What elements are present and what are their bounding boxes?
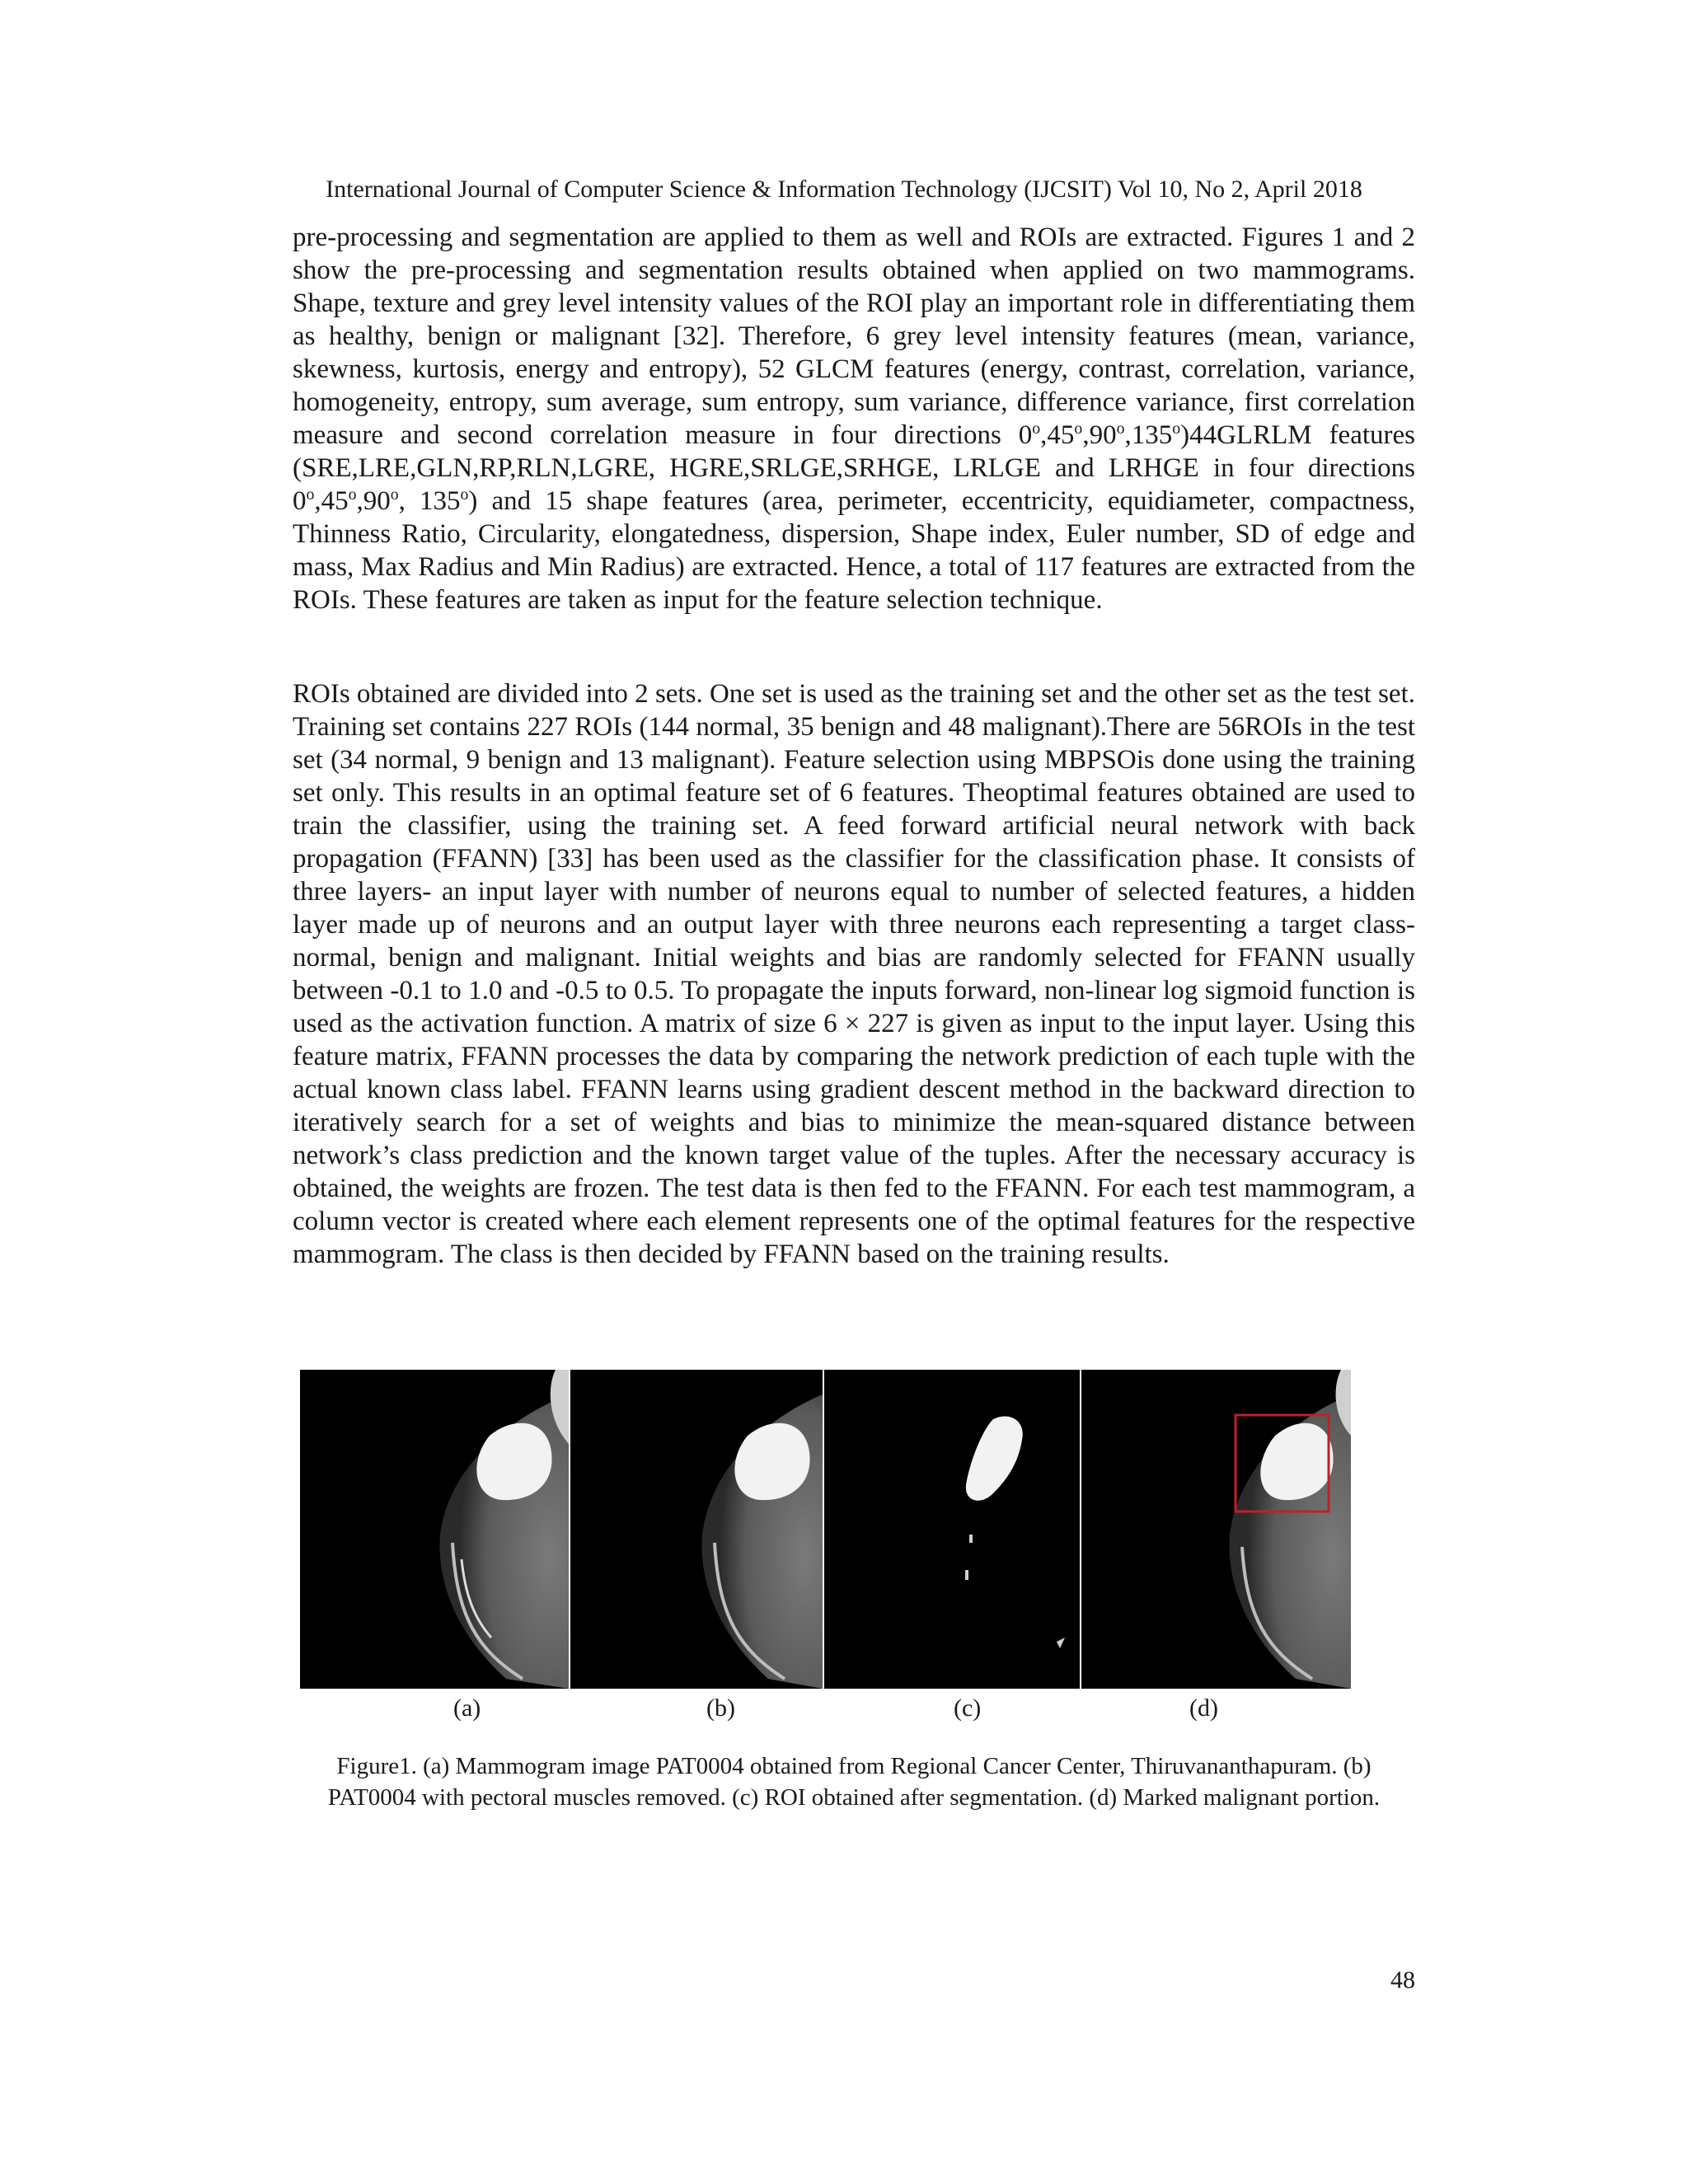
mammogram-pectoral-removed-image: [570, 1370, 823, 1689]
page-number: 48: [1390, 1966, 1415, 1994]
body-paragraph-1: pre-processing and segmentation are applied to them as well and ROIs are extracted. Figures 1 and 2 show the pre-processing and segmentation results obtained when applied on two mammograms. Shape, texture and grey level intensity values of the ROI play an important role in differentiating them as healthy, benign or malignant [32]. Therefore, 6 grey level intensity features (mean, variance, skewness, kurtosis, energy and entropy), 52 GLCM features (energy, contrast, correlation, variance, homogeneity, entropy, sum average, sum entropy, sum variance, difference variance, first correlation measure and second correlation measure in four directions 0$^o$,45$^o$,90$^o$,135$^o$)44GLRLM features (SRE,LRE,GLN,RP,RLN,LGRE, HGRE,SRLGE,SRHGE, LRLGE and LRHGE in four directions 0$^o$,45$^o$,90$^o$, 135$^o$) and 15 shape features (area, perimeter, eccentricity, equidiameter, compactness, Thinness Ratio, Circularity, elongatedness, dispersion, Shape index, Euler number, SD of edge and mass, Max Radius and Min Radius) are extracted. Hence, a total of 117 features are extracted from the ROIs. These features are taken as input for the feature selection technique.: [293, 223, 1416, 615]
figure-1: [300, 1370, 1351, 1689]
marked-malignant-portion-image: [1081, 1370, 1351, 1689]
figure-sublabel-b: (b): [706, 1694, 735, 1722]
figure-caption: Figure1. (a) Mammogram image PAT0004 obtained from Regional Cancer Center, Thiruvananthapuram. (b) PAT0004 with pectoral muscles removed. (c) ROI obtained after segmentation. (d) Marked malignant portion.: [327, 1753, 1381, 1811]
figure-sublabel-c: (c): [954, 1694, 982, 1722]
body-paragraph-2: ROIs obtained are divided into 2 sets. One set is used as the training set and the other set as the test set. Training set contains 227 ROIs (144 normal, 35 benign and 48 malignant).There are 56ROIs in the test set (34 normal, 9 benign and 13 malignant). Feature selection using MBPSOis done using the training set only. This results in an optimal feature set of 6 features. Theoptimal features obtained are used to train the classifier, using the training set. A feed forward artificial neural network with back propagation (FFANN) [33] has been used as the classifier for the classification phase. It consists of three layers- an input layer with number of neurons equal to number of selected features, a hidden layer made up of neurons and an output layer with three neurons each representing a target class- normal, benign and malignant. Initial weights and bias are randomly selected for FFANN usually between -0.1 to 1.0 and -0.5 to 0.5. To propagate the inputs forward, non-linear log sigmoid function is used as the activation function. A matrix of size 6 × 227 is given as input to the input layer. Using this feature matrix, FFANN processes the data by comparing the network prediction of each tuple with the actual known class label. FFANN learns using gradient descent method in the backward direction to iteratively search for a set of weights and bias to minimize the mean-squared distance between network’s class prediction and the known target value of the tuples. After the necessary accuracy is obtained, the weights are frozen. The test data is then fed to the FFANN. For each test mammogram, a column vector is created where each element represents one of the optimal features for the respective mammogram. The class is then decided by FFANN based on the training results.: [293, 679, 1415, 1269]
journal-header: International Journal of Computer Science & Information Technology (IJCSIT) Vol 10, No 2, April 2018: [326, 176, 1362, 203]
segmented-roi-image: [824, 1370, 1080, 1689]
figure-sublabel-d: (d): [1189, 1694, 1218, 1722]
figure-sublabel-a: (a): [453, 1694, 481, 1722]
mammogram-original-image: [300, 1370, 569, 1689]
